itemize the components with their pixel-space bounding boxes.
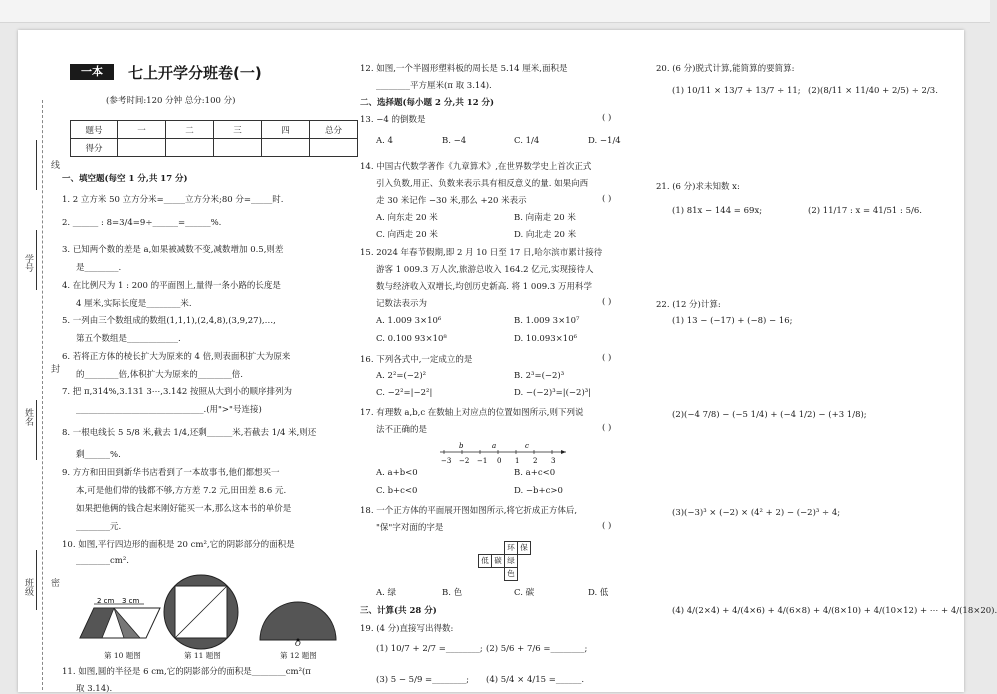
- q15-stem: 数与经济收入双增长,均创历史新高. 将 1 009.3 万用科学: [376, 282, 592, 292]
- q13-option: D. −1/4: [588, 136, 621, 146]
- q22-item: (1) 13 − (−17) + (−8) − 16;: [672, 316, 793, 326]
- question-line: ________平方厘米(π 取 3.14).: [376, 81, 492, 91]
- q17-point-label: b: [459, 442, 464, 450]
- score-cell: [310, 139, 358, 157]
- cube-face: 碳: [491, 554, 505, 568]
- level-badge: 一本: [70, 64, 114, 80]
- answer-paren: ( ): [602, 194, 612, 204]
- cube-face: 色: [504, 567, 518, 581]
- q15-stem: 游客 1 009.3 万人次,旅游总收入 164.2 亿元,实现接待人: [376, 265, 594, 275]
- exam-info: (参考时间:120 分钟 总分:100 分): [106, 96, 236, 106]
- q20-item: (2)(8/11 × 11/40 + 2/5) ÷ 2/3.: [808, 86, 938, 96]
- cube-face: 保: [517, 541, 531, 555]
- cube-face: 环: [504, 541, 518, 555]
- viewer-toolbar: [0, 0, 990, 23]
- q15-stem: 记数法表示为: [376, 299, 428, 309]
- question-line: 5. 一列由三个数组成的数组(1,1,1),(2,4,8),(3,9,27),…,: [62, 316, 276, 326]
- question-line: ______________________________.(用">"号连接): [76, 405, 262, 415]
- question-line: 8. 一根电线长 5 5/8 米,截去 1/4,还剩______米,若截去 1/4 米,则还: [62, 428, 317, 438]
- score-header-cell: 题号: [71, 121, 118, 139]
- exam-page: [18, 30, 997, 694]
- q16-stem: 16. 下列各式中,一定成立的是: [360, 355, 473, 365]
- q14-stem: 走 30 米记作 −30 米,那么 +20 米表示: [376, 196, 527, 206]
- q17-tick-label: 0: [497, 457, 502, 465]
- margin-label: 班级: [23, 578, 33, 596]
- question-line: ________cm².: [76, 556, 129, 566]
- q14-option: B. 向南走 20 米: [514, 213, 576, 223]
- score-table: [70, 120, 358, 157]
- q19-item: (4) 5/4 × 4/15 =______.: [486, 675, 585, 685]
- margin-fill-line: [36, 550, 38, 610]
- answer-paren: ( ): [602, 423, 612, 433]
- question-line: 是________.: [76, 263, 122, 273]
- q18-option: A. 绿: [376, 588, 397, 598]
- question-line: 1. 2 立方米 50 立方分米=_____立方分米;80 分=_____时.: [62, 195, 284, 205]
- fig10-shade-right: [114, 608, 140, 638]
- question-line: 12. 如图,一个半圆形塑料板的周长是 5.14 厘米,面积是: [360, 64, 568, 74]
- score-cell: [118, 139, 166, 157]
- q18-option: B. 色: [442, 588, 463, 598]
- score-cell: [166, 139, 214, 157]
- q17-tick-label: 1: [515, 457, 520, 465]
- fig12-center-label: O: [295, 640, 301, 648]
- score-header-cell: 总分: [310, 121, 358, 139]
- score-cell: [262, 139, 310, 157]
- score-header-cell: 一: [118, 121, 166, 139]
- cube-face: 绿: [504, 554, 518, 568]
- question-line: 的________倍,体积扩大为原来的________倍.: [76, 370, 243, 380]
- question-line: 剩______%.: [76, 450, 121, 460]
- section-heading: 一、填空题(每空 1 分,共 17 分): [62, 174, 188, 184]
- q20-stem: 20. (6 分)脱式计算,能简算的要简算:: [656, 64, 795, 74]
- q15-option: B. 1.009 3×10⁷: [514, 316, 580, 326]
- q22-item: (3)(−3)³ × (−2) × (4² + 2) − (−2)³ ÷ 4;: [672, 508, 841, 518]
- question-line: 6. 若将正方体的棱长扩大为原来的 4 倍,则表面积扩大为原来: [62, 352, 291, 362]
- cut-line: [42, 100, 43, 690]
- q17-option: C. b+c<0: [376, 486, 418, 496]
- q19-item: (2) 5/6 + 7/6 =________;: [486, 644, 588, 654]
- q15-option: D. 10.093×10⁶: [514, 334, 578, 344]
- q19-stem: 19. (4 分)直接写出得数:: [360, 624, 454, 634]
- question-line: 4. 在比例尺为 1 : 200 的平面图上,量得一条小路的长度是: [62, 281, 281, 291]
- q15-option: C. 0.100 93×10⁸: [376, 334, 447, 344]
- answer-paren: ( ): [602, 521, 612, 531]
- q17-option: A. a+b<0: [376, 468, 418, 478]
- q19-item: (3) 5 − 5/9 =________;: [376, 675, 470, 685]
- q15-option: A. 1.009 3×10⁶: [376, 316, 442, 326]
- q18-option: C. 碳: [514, 588, 535, 598]
- section-heading: 二、选择题(每小题 2 分,共 12 分): [360, 98, 495, 108]
- q16-option: B. 2³=(−2)³: [514, 371, 565, 381]
- q21-item: (1) 81x − 144 = 69x;: [672, 206, 763, 216]
- q17-stem: 17. 有理数 a,b,c 在数轴上对应点的位置如图所示,则下列说: [360, 408, 584, 418]
- score-header-cell: 三: [214, 121, 262, 139]
- question-line: 2. ______ : 8=3/4=9÷______=______%.: [62, 218, 222, 228]
- q16-option: D. −(−2)³=|(−2)³|: [514, 388, 592, 398]
- score-row-label: 得分: [71, 139, 118, 157]
- q21-item: (2) 11/17 : x = 41/51 : 5/6.: [808, 206, 922, 216]
- q16-option: A. 2²=(−2)²: [376, 371, 427, 381]
- cube-face: 低: [478, 554, 492, 568]
- question-line: 取 3.14).: [76, 684, 113, 694]
- page-title: 七上开学分班卷(一): [128, 64, 262, 82]
- question-line: 4 厘米,实际长度是________米.: [76, 299, 192, 309]
- q16-option: C. −2²=|−2²|: [376, 388, 433, 398]
- fig10-shade-left: [80, 608, 114, 638]
- q20-item: (1) 10/11 × 13/7 + 13/7 ÷ 11;: [672, 86, 801, 96]
- question-line: 11. 如图,圆的半径是 6 cm,它的阴影部分的面积是________cm²(π: [62, 667, 311, 677]
- binding-margin: [18, 30, 58, 692]
- answer-paren: ( ): [602, 297, 612, 307]
- q17-tick-label: 3: [551, 457, 556, 465]
- fig-caption: 第 10 题图: [104, 651, 141, 660]
- fig10-parallelogram: [80, 598, 164, 644]
- q18-stem: 18. 一个正方体的平面展开图如图所示,将它折成正方体后,: [360, 506, 578, 516]
- margin-label: 封: [49, 364, 59, 373]
- q17-tick-label: −1: [477, 457, 488, 465]
- question-line: 本,可是他们带的钱都不够,方方差 7.2 元,田田差 8.6 元.: [76, 486, 287, 496]
- q17-tick-label: 2: [533, 457, 538, 465]
- q13-stem: 13. −4 的倒数是: [360, 115, 426, 125]
- q13-option: B. −4: [442, 136, 467, 146]
- q14-stem: 引入负数,用正、负数来表示具有相反意义的量. 如果向西: [376, 179, 589, 189]
- score-header-cell: 二: [166, 121, 214, 139]
- q22-stem: 22. (12 分)计算:: [656, 300, 721, 310]
- margin-fill-line: [36, 140, 38, 190]
- fig11-circle-square: [163, 574, 239, 650]
- score-header-cell: 四: [262, 121, 310, 139]
- q18-stem: "保"字对面的字是: [376, 523, 444, 533]
- q13-option: A. 4: [376, 136, 393, 146]
- margin-label: 姓名: [23, 408, 33, 426]
- fig-caption: 第 12 题图: [280, 651, 317, 660]
- q14-option: D. 向北走 20 米: [514, 230, 577, 240]
- margin-label: 线: [49, 160, 59, 169]
- margin-fill-line: [36, 400, 38, 460]
- q22-item: (4) 4/(2×4) + 4/(4×6) + 4/(6×8) + 4/(8×10) + 4/(10×12) + ⋯ + 4/(18×20).: [672, 606, 997, 616]
- margin-label: 学号: [23, 254, 33, 272]
- score-cell: [214, 139, 262, 157]
- fig-caption: 第 11 题图: [184, 651, 221, 660]
- fig10-dim-label: 2 cm: [97, 597, 115, 605]
- question-line: 如果把他俩的钱合起来刚好能买一本,那么这本书的单价是: [76, 504, 292, 514]
- q22-item: (2)(−4 7/8) − (−5 1/4) + (−4 1/2) − (+3 1/8);: [672, 410, 867, 420]
- question-line: ________元.: [76, 522, 122, 532]
- q21-stem: 21. (6 分)求未知数 x:: [656, 182, 740, 192]
- margin-fill-line: [36, 230, 38, 290]
- q15-stem: 15. 2024 年春节假期,即 2 月 10 日至 17 日,哈尔滨市累计接待: [360, 248, 603, 258]
- fig10-dim-label: 3 cm: [122, 597, 140, 605]
- q17-tick-label: −2: [459, 457, 470, 465]
- q14-option: A. 向东走 20 米: [376, 213, 438, 223]
- q17-option: B. a+c<0: [514, 468, 556, 478]
- q14-option: C. 向西走 20 米: [376, 230, 438, 240]
- question-line: 10. 如图,平行四边形的面积是 20 cm²,它的阴影部分的面积是: [62, 540, 295, 550]
- q17-tick-label: −3: [441, 457, 452, 465]
- q17-option: D. −b+c>0: [514, 486, 563, 496]
- section-heading: 三、计算(共 28 分): [360, 606, 437, 616]
- q14-stem: 14. 中国古代数学著作《九章算术》,在世界数学史上首次正式: [360, 162, 592, 172]
- answer-paren: ( ): [602, 113, 612, 123]
- q17-point-label: a: [492, 442, 497, 450]
- q18-option: D. 低: [588, 588, 609, 598]
- fig12-semicircle: [258, 598, 338, 646]
- question-line: 第五个数组是____________.: [76, 334, 181, 344]
- q17-stem: 法不正确的是: [376, 425, 428, 435]
- q13-option: C. 1/4: [514, 136, 540, 146]
- question-line: 3. 已知两个数的差是 a,如果被减数不变,减数增加 0.5,则差: [62, 245, 284, 255]
- question-line: 7. 把 π,314%,3.131 3⋯,3.142 按照从大到小的顺序排列为: [62, 387, 292, 397]
- margin-label: 密: [49, 578, 59, 587]
- q17-number-line: [438, 440, 568, 466]
- answer-paren: ( ): [602, 353, 612, 363]
- q17-point-label: c: [525, 442, 529, 450]
- question-line: 9. 方方和田田到新华书店看到了一本故事书,他们都想买一: [62, 468, 280, 478]
- q19-item: (1) 10/7 + 2/7 =________;: [376, 644, 483, 654]
